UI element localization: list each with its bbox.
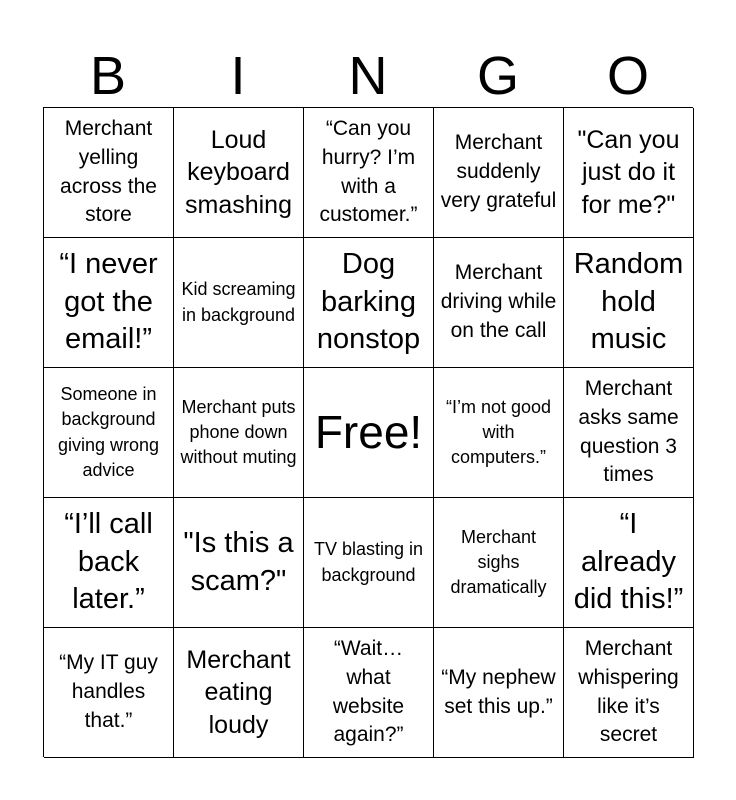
cell-text: Merchant whispering like it’s secret	[578, 636, 679, 747]
bingo-cell[interactable]	[174, 108, 304, 238]
bingo-card	[43, 107, 693, 757]
cell-text: TV blasting in background	[313, 539, 424, 585]
bingo-cell[interactable]	[434, 628, 564, 758]
bingo-cell[interactable]	[44, 628, 174, 758]
bingo-cell[interactable]	[304, 108, 434, 238]
bingo-cell[interactable]	[44, 108, 174, 238]
cell-text: Merchant yelling across the store	[60, 116, 157, 227]
bingo-header	[43, 44, 693, 108]
free-space-text: Free!	[314, 406, 423, 459]
cell-text: Random hold music	[573, 247, 684, 356]
header-letter-n: N	[348, 46, 388, 106]
cell-text: “I never got the email!”	[59, 247, 158, 356]
header-letter-o: O	[606, 46, 649, 106]
cell-text: Merchant suddenly very grateful	[440, 131, 557, 212]
header-letter-i: I	[230, 46, 246, 106]
cell-text: “My IT guy handles that.”	[59, 651, 158, 732]
bingo-cell[interactable]	[304, 498, 434, 628]
cell-text: Merchant sighs dramatically	[450, 526, 547, 598]
cell-text: Dog barking nonstop	[316, 247, 421, 356]
bingo-cell[interactable]	[174, 368, 304, 498]
bingo-cell[interactable]	[564, 498, 694, 628]
bingo-free-space[interactable]	[304, 368, 434, 498]
cell-text: “Wait… what website again?”	[332, 636, 405, 747]
cell-text: Merchant puts phone down without muting	[180, 396, 297, 468]
cell-text: Loud keyboard smashing	[185, 125, 292, 219]
cell-text: “My nephew set this up.”	[441, 665, 556, 718]
bingo-cell[interactable]	[44, 498, 174, 628]
cell-text: “I already did this!”	[573, 507, 684, 616]
cell-text: “I’m not good with computers.”	[445, 396, 552, 468]
bingo-cell[interactable]	[434, 368, 564, 498]
bingo-cell[interactable]	[304, 628, 434, 758]
bingo-cell[interactable]	[434, 108, 564, 238]
bingo-cell[interactable]	[174, 498, 304, 628]
cell-text: Someone in background giving wrong advice	[57, 384, 160, 480]
bingo-cell[interactable]	[174, 238, 304, 368]
cell-text: Merchant driving while on the call	[440, 261, 557, 342]
cell-text: "Is this a scam?"	[183, 526, 294, 597]
header-letter-g: G	[476, 46, 519, 106]
bingo-cell[interactable]	[434, 238, 564, 368]
bingo-cell[interactable]	[564, 238, 694, 368]
cell-text: Kid screaming in background	[181, 279, 296, 325]
bingo-cell[interactable]	[434, 498, 564, 628]
bingo-cell[interactable]	[174, 628, 304, 758]
cell-text: "Can you just do it for me?"	[577, 125, 680, 219]
cell-text: Merchant eating loudy	[186, 645, 291, 739]
cell-text: “Can you hurry? I’m with a customer.”	[319, 116, 418, 227]
bingo-cell[interactable]	[564, 368, 694, 498]
bingo-cell[interactable]	[44, 368, 174, 498]
bingo-cell[interactable]	[44, 238, 174, 368]
cell-text: Merchant asks same question 3 times	[578, 376, 679, 487]
bingo-cell[interactable]	[564, 628, 694, 758]
cell-text: “I’ll call back later.”	[64, 507, 153, 616]
header-letter-b: B	[89, 46, 127, 106]
bingo-cell[interactable]	[304, 238, 434, 368]
bingo-cell[interactable]	[564, 108, 694, 238]
